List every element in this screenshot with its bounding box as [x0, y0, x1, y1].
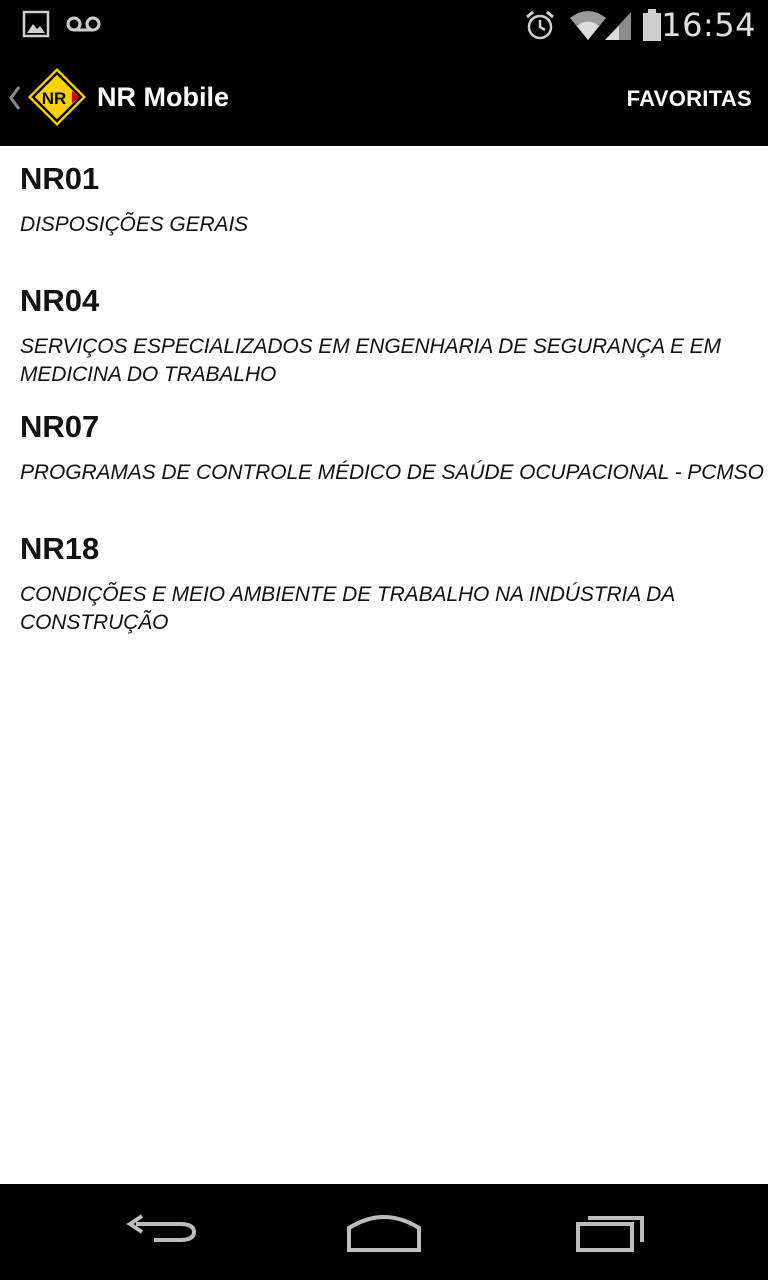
list-item[interactable]	[0, 409, 768, 487]
recent-apps-icon	[556, 1202, 666, 1262]
app-home-up-button[interactable]	[0, 50, 240, 146]
nr-code: NR07	[20, 409, 100, 444]
nr-description: DISPOSIÇÕES GERAIS	[20, 213, 249, 236]
action-bar	[0, 50, 768, 146]
list-item[interactable]	[0, 283, 768, 389]
back-icon	[110, 1202, 220, 1262]
nr-description: SERVIÇOS ESPECIALIZADOS EM ENGENHARIA DE SEGURANÇA E EM MEDICINA DO TRABALHO	[20, 335, 721, 386]
up-caret-icon	[8, 84, 22, 112]
voicemail-icon	[66, 8, 102, 42]
list-item[interactable]	[0, 531, 768, 637]
image-notification-icon	[22, 8, 50, 42]
nr-description: PROGRAMAS DE CONTROLE MÉDICO DE SAÚDE OCUPACIONAL - PCMSO	[20, 461, 764, 484]
favorites-button[interactable]: FAVORITAS	[626, 86, 752, 111]
status-bar	[0, 0, 768, 50]
logo-text: NR	[41, 89, 67, 108]
nav-recent-apps-button[interactable]	[556, 1202, 666, 1262]
navigation-bar	[0, 1184, 768, 1280]
list-item[interactable]	[0, 161, 768, 239]
nr-logo	[24, 64, 90, 130]
app-title: NR Mobile	[97, 82, 229, 112]
nr-code: NR04	[20, 283, 100, 318]
nav-home-button[interactable]	[329, 1202, 439, 1262]
nav-back-button[interactable]	[110, 1202, 220, 1262]
wifi-icon	[568, 8, 608, 42]
alarm-icon	[523, 8, 557, 42]
nr-code: NR18	[20, 531, 100, 566]
nr-code: NR01	[20, 161, 100, 196]
nr-description: CONDIÇÕES E MEIO AMBIENTE DE TRABALHO NA INDÚSTRIA DA CONSTRUÇÃO	[20, 583, 675, 634]
signal-icon	[603, 8, 633, 42]
status-clock: 16:54	[661, 6, 756, 44]
home-icon	[329, 1202, 439, 1262]
